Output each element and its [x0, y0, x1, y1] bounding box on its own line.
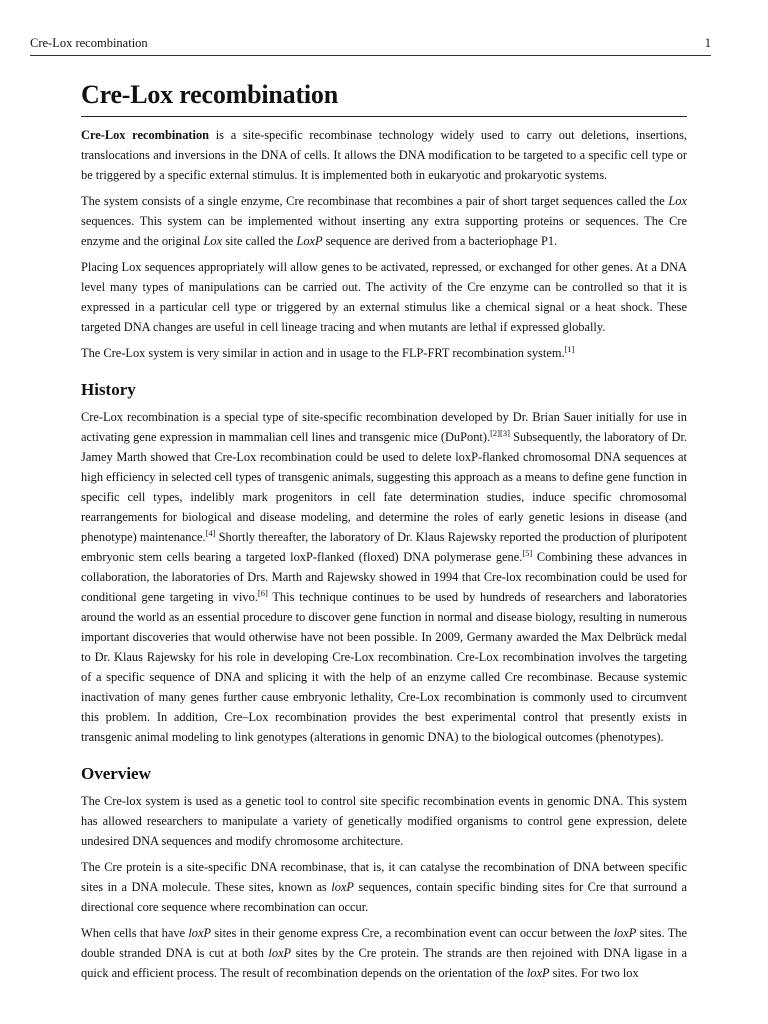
overview-p3-loxp-3: loxP — [268, 946, 292, 960]
reference-link[interactable]: [4] — [205, 528, 216, 538]
page-number: 1 — [704, 36, 711, 50]
intro-paragraph-1 — [81, 125, 687, 185]
overview-p3-text-c: sites. The double stranded DNA is cut at both — [81, 926, 687, 960]
overview-paragraph-1: The Cre-lox system is used as a genetic tool to control site specific recombination events in genomic DNA. This system has allowed researchers to manipulate a variety of genetically modified organisms to control gene expression, delete undesired DNA sequences and modify chromosome architecture. — [81, 794, 687, 848]
running-head-title: Cre-Lox recombination — [30, 36, 148, 50]
reference-link[interactable]: [6] — [257, 588, 268, 598]
overview-p2-text-b: sequences, contain specific binding sites for Cre that surround a directional core sequence where recombination can occur. — [81, 880, 687, 914]
page-title: Cre-Lox recombination — [81, 78, 687, 117]
overview-p3-text-b: sites in their genome express Cre, a recombination event can occur between the — [211, 926, 614, 940]
overview-p3-loxp-2: loxP — [613, 926, 637, 940]
intro-p4-text: The Cre-Lox system is very similar in action and in usage to the FLP-FRT recombination system. — [81, 346, 565, 360]
history-paragraph — [81, 407, 687, 747]
intro-paragraph-1-text: is a site-specific recombinase technology widely used to carry out deletions, insertions, translocations and inversions in the DNA of cells. It allows the DNA modification to be targeted to a specific cell type or be triggered by a specific external stimulus. It is implemented both in eukaryotic and prokaryotic systems. — [81, 128, 688, 182]
intro-p2-text-b: sequences. This system can be implemented without inserting any extra supporting proteins or sequences. The Cre enzyme and the original — [81, 214, 687, 248]
intro-paragraph-4 — [81, 343, 687, 363]
reference-link[interactable]: [1] — [564, 344, 575, 354]
intro-p2-lox: Lox — [668, 194, 687, 208]
reference-link[interactable]: [2][3] — [490, 428, 510, 438]
lead-term: Cre-Lox recombination — [81, 128, 210, 142]
running-head — [30, 36, 711, 56]
overview-p2-text-a: The Cre protein is a site-specific DNA recombinase, that is, it can catalyse the recombination of DNA between specific sites in a DNA molecule. These sites, known as — [81, 860, 687, 894]
overview-paragraph-2 — [81, 857, 687, 917]
overview-paragraph-3 — [81, 923, 687, 983]
overview-p2-loxp: loxP — [331, 880, 354, 894]
intro-p2-loxp: LoxP — [296, 234, 323, 248]
overview-p3-loxp-4: loxP — [526, 966, 550, 980]
history-text-5: This technique continues to be used by hundreds of researchers and laboratories around the world as an essential procedure to discover gene function in normal and disease biology, resulting in numerous important discoveries that would otherwise have not been possible. In 2009, Germany awarded the Max Delbrück medal to Dr. Klaus Rajewsky for his role in developing Cre-Lox recombination. Cre-Lox recombination involves the targeting of a specific sequence of DNA and splicing it with the help of an enzyme called Cre recombinase. Because systemic inactivation of many genes further cause embryonic lethality, Cre-Lox recombination is commonly used to circumvent this problem. In addition, Cre–Lox recombination provides the best experimental control that presently exists in transgenic animal modeling to link genotypes (alterations in genomic DNA) to the biological outcomes (phenotypes). — [81, 590, 687, 744]
intro-p2-text-d: sequence are derived from a bacteriophage P1. — [322, 234, 558, 248]
history-text-3: Shortly thereafter, the laboratory of Dr. Klaus Rajewsky reported the production of pluripotent embryonic stem cells bearing a targeted loxP-flanked (floxed) DNA polymerase gene. — [81, 530, 687, 564]
overview-p3-text-e: sites. For two lox — [549, 966, 639, 980]
overview-p3-text-a: When cells that have — [81, 926, 189, 940]
history-text-2: Subsequently, the laboratory of Dr. Jamey Marth showed that Cre-Lox recombination could be used to delete loxP-flanked chromosomal DNA sequences at high efficiency in selected cell types of transgenic animals, suggesting this approach as a means to define gene function in specific cell types, indelibly mark progenitors in cell fate determination studies, induce specific chromosomal rearrangements for biological and disease modeling, and determine the roles of early genetic lesions in disease (and phenotype) maintenance. — [81, 430, 687, 544]
intro-paragraph-2 — [81, 191, 687, 251]
history-text-1: Cre-Lox recombination is a special type of site-specific recombination developed by Dr. Brian Sauer initially for use in activating gene expression in mammalian cell lines and transgenic mice (DuPont). — [81, 410, 687, 444]
overview-p3-loxp-1: loxP — [188, 926, 212, 940]
history-text-4: Combining these advances in collaboration, the laboratories of Drs. Marth and Rajewsky showed in 1994 that Cre-lox recombination could be used for conditional gene targeting in vivo. — [81, 550, 687, 604]
overview-p3-text-d: sites by the Cre protein. The strands are then rejoined with DNA ligase in a quick and efficient process. The result of recombination depends on the orientation of the — [81, 946, 687, 980]
intro-paragraph-3: Placing Lox sequences appropriately will allow genes to be activated, repressed, or exchanged for other genes. At a DNA level many types of manipulations can be carried out. The activity of the Cre enzyme can be controlled so that it is expressed in a particular cell type or triggered by an external stimulus like a chemical signal or a heat shock. These targeted DNA changes are useful in cell lineage tracing and when mutants are lethal if expressed globally. — [81, 260, 687, 334]
intro-p2-text-c: site called the — [222, 234, 297, 248]
article — [81, 78, 687, 989]
section-heading-overview: Overview — [81, 764, 151, 783]
intro-p2-lox-2: Lox — [203, 234, 223, 248]
reference-link[interactable]: [5] — [522, 548, 533, 558]
intro-p2-text-a: The system consists of a single enzyme, Cre recombinase that recombines a pair of short target sequences called the — [81, 194, 669, 208]
section-heading-history: History — [81, 380, 136, 399]
